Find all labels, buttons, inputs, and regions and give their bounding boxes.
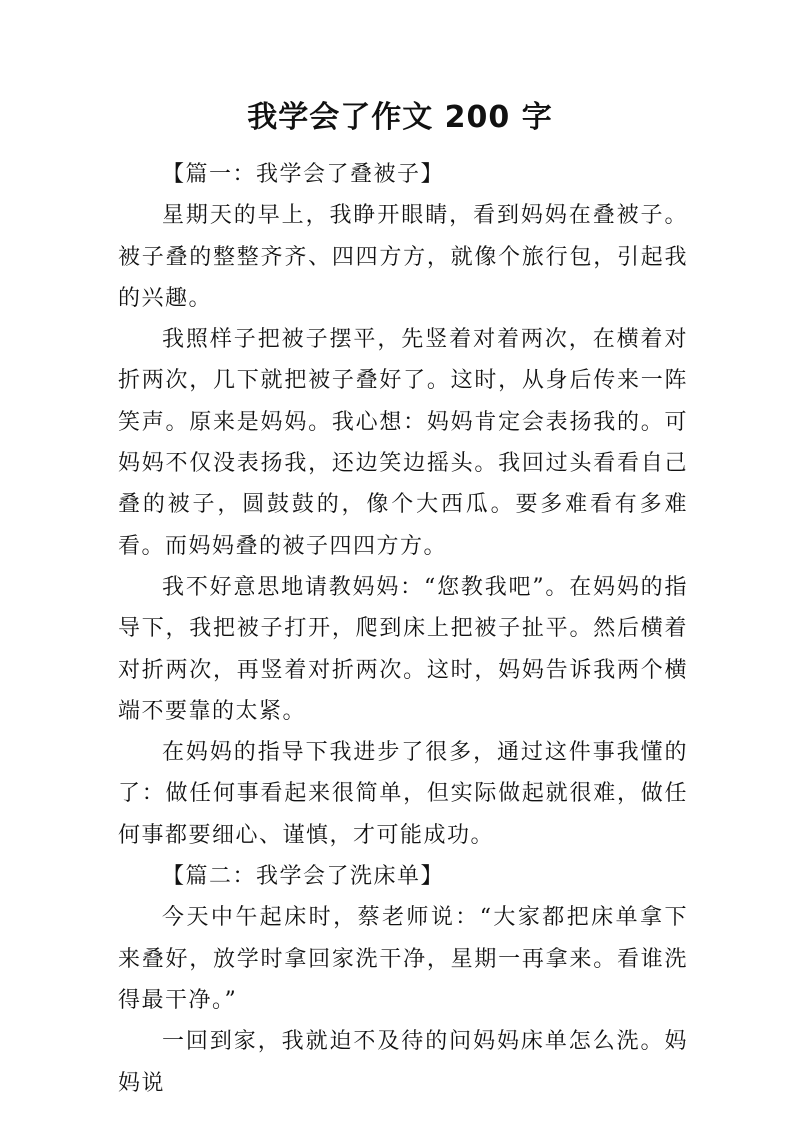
- paragraph: 今天中午起床时，蔡老师说：“大家都把床单拿下来叠好，放学时拿回家洗干净，星期一再拿来。看谁洗得最干净。”: [118, 905, 688, 1013]
- paragraph: 星期天的早上，我睁开眼睛，看到妈妈在叠被子。被子叠的整整齐齐、四四方方，就像个旅行包，引起我的兴趣。: [118, 203, 688, 311]
- section-heading-2: 【篇二：我学会了洗床单】: [162, 864, 445, 890]
- paragraph: 我不好意思地请教妈妈：“您教我吧”。在妈妈的指导下，我把被子打开，爬到床上把被子扯平。然后横着对折两次，再竖着对折两次。这时，妈妈告诉我两个横端不要靠的太紧。: [118, 574, 688, 724]
- document-body: [118, 154, 688, 1104]
- paragraph: 我照样子把被子摆平，先竖着对着两次，在横着对折两次，几下就把被子叠好了。这时，从身后传来一阵笑声。原来是妈妈。我心想：妈妈肯定会表扬我的。可妈妈不仅没表扬我，还边笑边摇头。我回过头看看自己叠的被子，圆鼓鼓的，像个大西瓜。要多难看有多难看。而妈妈叠的被子四四方方。: [118, 327, 688, 559]
- document-title: 我学会了作文 200 字: [247, 100, 553, 135]
- paragraph: 在妈妈的指导下我进步了很多，通过这件事我懂的了：做任何事看起来很简单，但实际做起就很难，做任何事都要细心、谨慎，才可能成功。: [118, 740, 688, 848]
- paragraph: 一回到家，我就迫不及待的问妈妈床单怎么洗。妈妈说: [118, 1029, 688, 1096]
- section-heading-1: 【篇一：我学会了叠被子】: [162, 162, 445, 187]
